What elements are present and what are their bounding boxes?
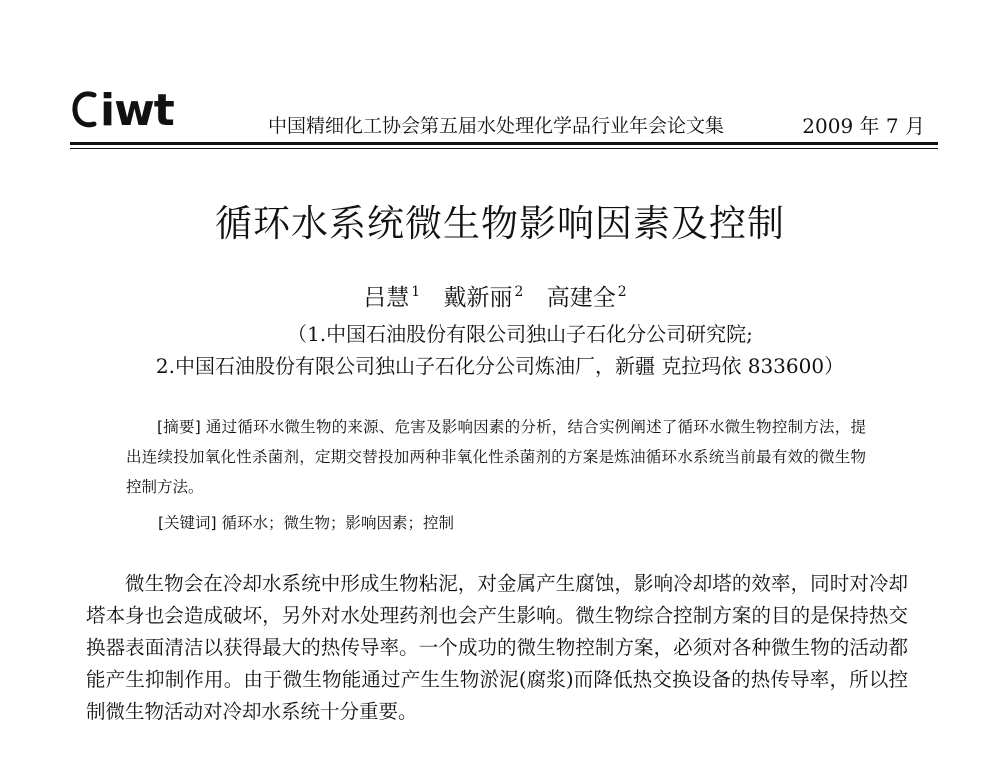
logo-text: iwt <box>100 85 174 136</box>
paper-title: 循环水系统微生物影响因素及控制 <box>215 202 785 245</box>
keywords-label: [关键词] <box>158 514 217 532</box>
keywords-line <box>158 508 454 538</box>
author-name: 吕慧 <box>363 285 410 311</box>
header-rule-thick <box>70 142 938 145</box>
running-head: 中国精细化工协会第五届水处理化学品行业年会论文集 <box>268 115 725 137</box>
body-paragraph: 微生物会在冷却水系统中形成生物粘泥，对金属产生腐蚀，影响冷却塔的效率，同时对冷却塔本身也会造成破坏，另外对水处理药剂也会产生影响。微生物综合控制方案的目的是保持热交换器表面清洁以获得最大的热传导率。一个成功的微生物控制方案，必须对各种微生物的活动都能产生抑制作用。由于微生物能通过产生生物淤泥(腐浆)而降低热交换设备的热传导率，所以控制微生物活动对冷却水系统十分重要。 <box>86 572 908 723</box>
author-list <box>0 276 1000 314</box>
abstract-text: 通过循环水微生物的来源、危害及影响因素的分析，结合实例阐述了循环水微生物控制方法，提出连续投加氧化性杀菌剂，定期交替投加两种非氧化性杀菌剂的方案是炼油循环水系统当前最有效的微生物控制方法。 <box>126 418 866 496</box>
author-affil-mark: 1 <box>411 284 421 300</box>
author-name: 戴新丽 <box>443 285 513 311</box>
header-date: 2009 年 7 月 <box>802 114 925 138</box>
affiliation-line: （1.中国石油股份有限公司独山子石化分公司研究院; <box>287 322 753 346</box>
affiliation-line: 2.中国石油股份有限公司独山子石化分公司炼油厂，新疆 克拉玛依 833600） <box>155 354 845 378</box>
keywords-text: 循环水；微生物；影响因素；控制 <box>221 514 455 532</box>
author-affil-mark: 2 <box>514 284 524 300</box>
header-rule-thin <box>70 148 938 149</box>
author-affil-mark: 2 <box>617 284 627 300</box>
abstract-paragraph <box>126 412 866 502</box>
author-name: 高建全 <box>546 285 616 311</box>
logo-c-mark-icon <box>72 89 98 129</box>
abstract-label: [摘要] <box>157 418 201 436</box>
iwt-logo <box>72 86 174 136</box>
